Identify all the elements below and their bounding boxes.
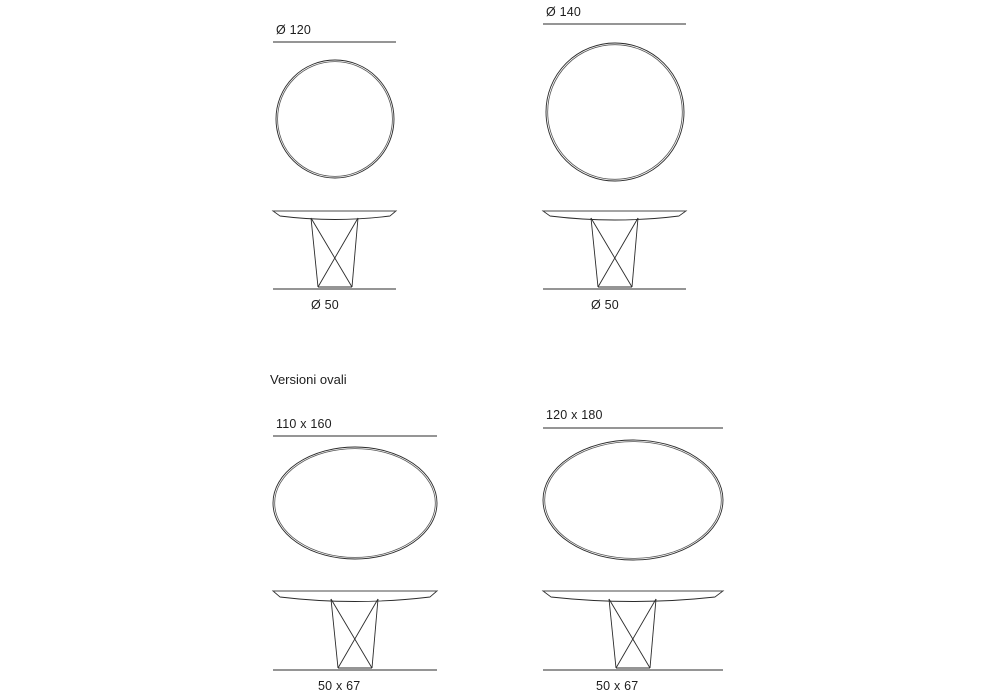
dimension-label-top-oval-110-160: 110 x 160 bbox=[276, 417, 332, 431]
base-right-edge-4 bbox=[650, 599, 656, 668]
elevation-tabletop-4 bbox=[543, 591, 723, 602]
dimension-label-top-oval-120-180: 120 x 180 bbox=[546, 408, 603, 422]
plan-ellipse-outer-4 bbox=[543, 440, 723, 560]
plan-ellipse-inner-4 bbox=[545, 442, 722, 559]
dimension-label-base-oval-120-180: 50 x 67 bbox=[596, 679, 639, 693]
section-label-oval-versions: Versioni ovali bbox=[270, 372, 347, 387]
base-cone-right-4 bbox=[616, 599, 656, 668]
dimension-label-top-round-140: Ø 140 bbox=[546, 5, 582, 19]
dimension-label-top-round-120: Ø 120 bbox=[276, 23, 312, 37]
dimension-label-base-round-140: Ø 50 bbox=[591, 298, 619, 312]
dimension-label-base-round-120: Ø 50 bbox=[311, 298, 339, 312]
dimension-label-base-oval-110-160: 50 x 67 bbox=[318, 679, 361, 693]
